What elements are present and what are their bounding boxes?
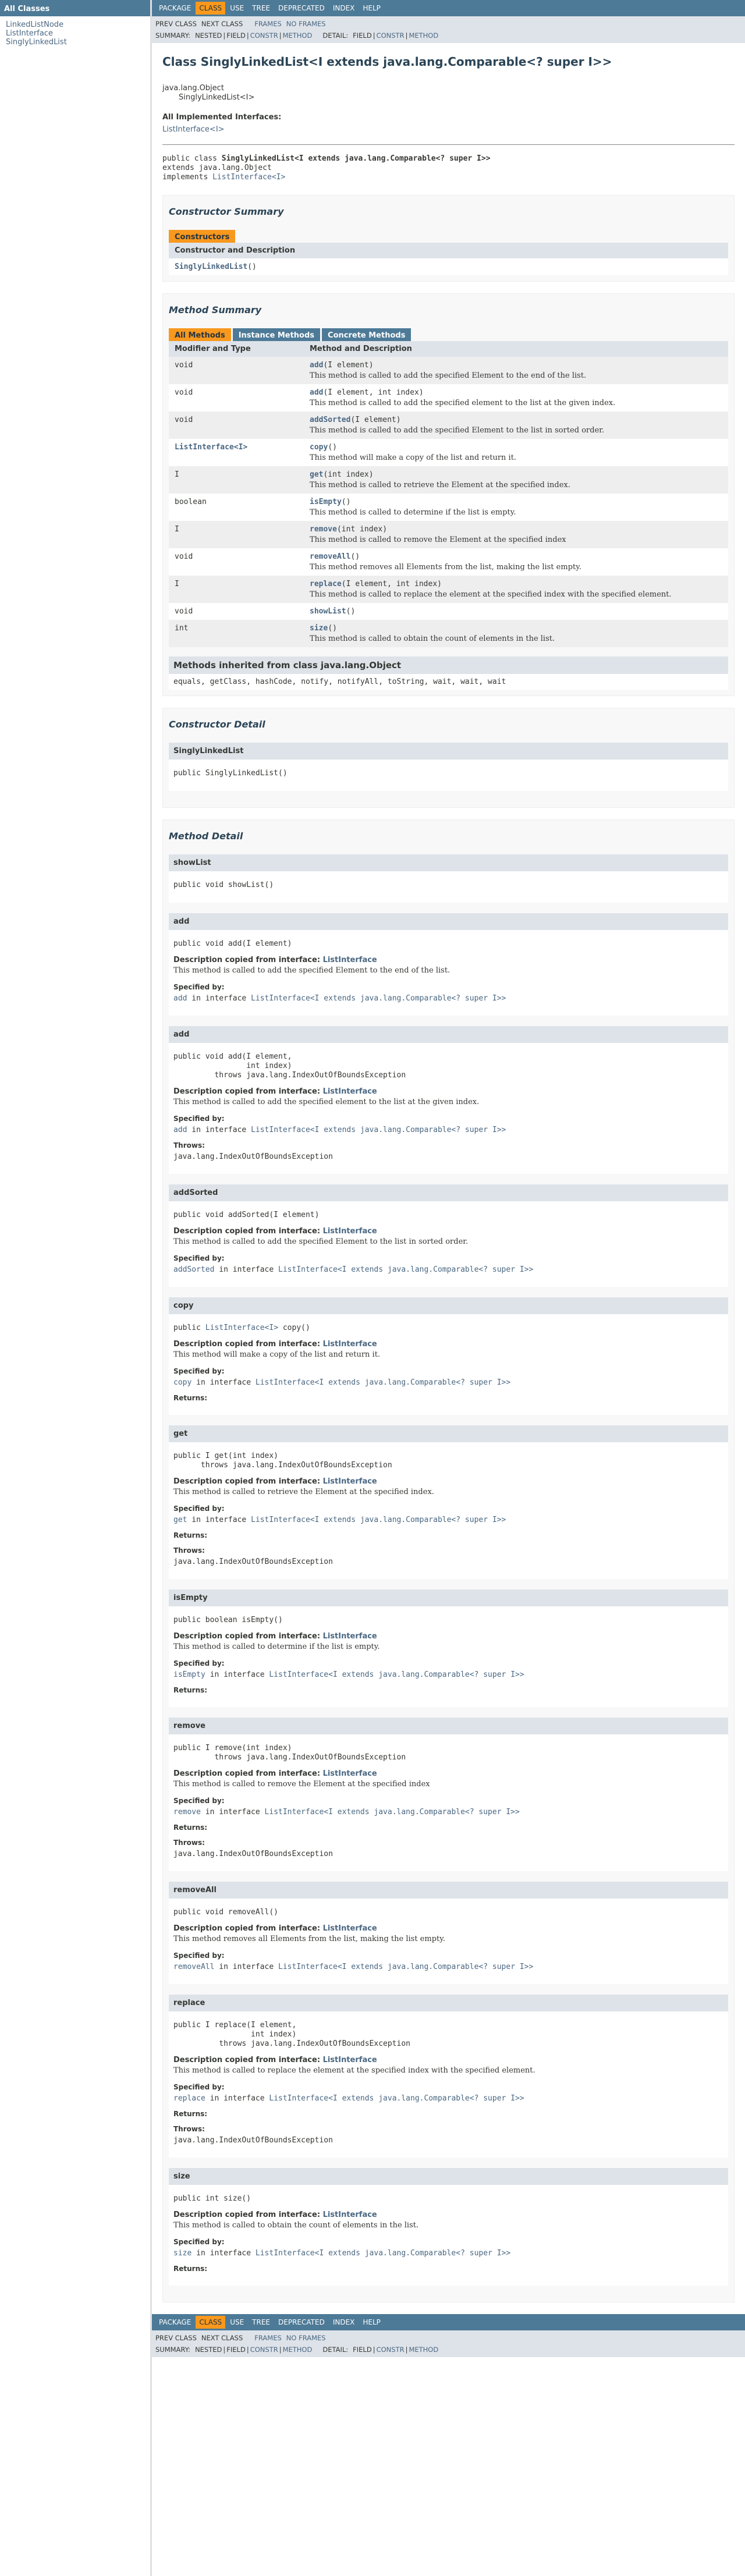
specified-by-label: Specified by: [173, 1367, 225, 1375]
method-name: showList [169, 854, 728, 871]
in-interface: in interface [187, 1126, 251, 1134]
sep: | [405, 31, 408, 40]
copied-note [173, 1477, 723, 1486]
interface-link[interactable]: ListInterface [322, 2210, 377, 2219]
specified-interface-link[interactable]: ListInterface<I extends java.lang.Comparable<? super I>> [269, 1670, 524, 1679]
sep: | [223, 31, 226, 40]
table-row [169, 411, 728, 439]
table-row [169, 620, 728, 647]
page-title: Class SinglyLinkedList<I extends java.lang.Comparable<? super I>> [162, 55, 612, 69]
constructor-name: SinglyLinkedList [169, 743, 728, 760]
method-description: This method is called to add the specified element to the list at the given index. [310, 399, 616, 407]
throws-value: java.lang.IndexOutOfBoundsException [173, 2136, 333, 2145]
in-interface: in interface [214, 1265, 279, 1274]
specified-method-link[interactable]: add [173, 994, 187, 1003]
specified-interface-link[interactable]: ListInterface<I extends java.lang.Comparable<? super I>> [251, 1516, 506, 1524]
next-class: NEXT CLASS [201, 2334, 243, 2342]
constructor-summary [162, 195, 735, 282]
col-modifier: Modifier and Type [169, 341, 304, 357]
return-type-link[interactable]: ListInterface<I> [205, 1324, 279, 1332]
sep: | [405, 2346, 408, 2354]
method-signature: public void removeAll() [173, 1908, 279, 1917]
nav-deprecated[interactable]: DEPRECATED [278, 4, 325, 12]
interface-link[interactable]: ListInterface [322, 1227, 377, 1236]
specified-by-label: Specified by: [173, 1254, 225, 1262]
method-description: This method is called to add the specified Element to the list in sorted order. [173, 1237, 469, 1246]
copied-note [173, 1924, 723, 1933]
throws-value: java.lang.IndexOutOfBoundsException [173, 1850, 333, 1858]
interface-link[interactable]: ListInterface [322, 1769, 377, 1778]
method-name: replace [169, 1995, 728, 2011]
method-member [169, 2168, 728, 2286]
nav-package[interactable]: PACKAGE [159, 2318, 191, 2326]
method-description: This method is called to obtain the count of elements in the list. [173, 2221, 419, 2230]
sep: | [372, 2346, 375, 2354]
method-link[interactable]: showList [310, 607, 346, 616]
method-name: addSorted [169, 1184, 728, 1201]
nav-package[interactable]: PACKAGE [159, 4, 191, 12]
copied-label: Description copied from interface: [173, 1632, 321, 1641]
method-member [169, 1184, 728, 1287]
return-type: I [175, 470, 179, 479]
method-tags [173, 983, 723, 1003]
table-row [169, 521, 728, 548]
specified-by-label: Specified by: [173, 1505, 225, 1513]
in-interface: in interface [187, 994, 251, 1003]
no-frames-link[interactable]: NO FRAMES [286, 20, 326, 28]
inherited-list: equals, getClass, hashCode, notify, notifyAll, toString, wait, wait, wait [169, 674, 728, 690]
next-class: NEXT CLASS [201, 20, 243, 28]
copied-label: Description copied from interface: [173, 1769, 321, 1778]
method-summary [162, 293, 735, 696]
copied-label: Description copied from interface: [173, 956, 321, 964]
interface-link[interactable]: ListInterface [322, 1924, 377, 1933]
inheritance-root: java.lang.Object [162, 84, 224, 93]
specified-interface-link[interactable]: ListInterface<I extends java.lang.Comparable<? super I>> [278, 1265, 534, 1274]
all-classes-frame [0, 0, 150, 2576]
table-row [169, 603, 728, 620]
method-link[interactable]: isEmpty [310, 498, 342, 506]
method-signature: public boolean isEmpty() [173, 1616, 283, 1624]
top-navbar [152, 0, 745, 16]
return-type: I [175, 525, 179, 534]
return-type: void [175, 416, 193, 424]
nav-help[interactable]: HELP [363, 4, 381, 12]
implemented-interfaces [162, 113, 735, 134]
method-member [169, 1297, 728, 1415]
method-description: This method is called to determine if the list is empty. [173, 1642, 380, 1651]
sig-name: SinglyLinkedList<I extends java.lang.Comparable<? super I>> [221, 154, 491, 163]
table-row [169, 576, 728, 603]
sig-extends: extends java.lang.Object [162, 164, 272, 172]
interface-link[interactable]: ListInterface [322, 1340, 377, 1349]
method-args: () [346, 607, 356, 616]
copied-note [173, 956, 723, 964]
table-row [169, 466, 728, 494]
specified-method-link[interactable]: get [173, 1516, 187, 1524]
throws-label: Throws: [173, 1839, 205, 1847]
detail-field: FIELD [353, 31, 372, 40]
return-type: boolean [175, 498, 207, 506]
method-detail-heading: Method Detail [169, 831, 243, 842]
summary-nested: NESTED [195, 31, 222, 40]
constructor-member [169, 743, 728, 791]
returns-label: Returns: [173, 1394, 208, 1402]
method-link[interactable]: removeAll [310, 552, 351, 561]
copied-note [173, 1769, 723, 1778]
nav-deprecated[interactable]: DEPRECATED [278, 2318, 325, 2326]
detail-constr-link[interactable]: CONSTR [376, 2346, 405, 2354]
copied-note [173, 1632, 723, 1641]
method-description: This method will make a copy of the list and return it. [173, 1350, 381, 1359]
sig-part: copy() [278, 1324, 310, 1332]
method-args: (I element, int index) [323, 388, 424, 397]
specified-interface-link[interactable]: ListInterface<I extends java.lang.Comparable<? super I>> [255, 1378, 511, 1387]
in-interface: in interface [205, 2094, 269, 2103]
class-list [0, 16, 150, 51]
copied-label: Description copied from interface: [173, 1924, 321, 1933]
nav-tree[interactable]: TREE [252, 2318, 271, 2326]
prev-class: PREV CLASS [155, 2334, 197, 2342]
sep: | [246, 31, 249, 40]
constructor-table [169, 243, 728, 275]
method-name: add [169, 1026, 728, 1043]
summary-field: FIELD [226, 2346, 246, 2354]
method-signature: public int size() [173, 2194, 251, 2203]
method-tags [173, 1951, 723, 1971]
interface-link[interactable]: ListInterface [322, 956, 377, 964]
specified-interface-link[interactable]: ListInterface<I extends java.lang.Comparable<? super I>> [255, 2249, 511, 2258]
inheritance-tree [162, 84, 735, 102]
interface-link[interactable]: ListInterface [322, 1632, 377, 1641]
method-link[interactable]: addSorted [310, 416, 351, 424]
return-type: void [175, 607, 193, 616]
nav-class: CLASS [196, 2316, 225, 2329]
in-interface: in interface [205, 1670, 269, 1679]
return-type: void [175, 552, 193, 561]
method-description: This method removes all Elements from the list, making the list empty. [310, 563, 581, 572]
method-args: () [341, 498, 351, 506]
method-detail [162, 819, 735, 2302]
method-description: This method removes all Elements from the list, making the list empty. [173, 1935, 445, 1943]
summary-method-link[interactable]: METHOD [282, 31, 313, 40]
method-args: () [350, 552, 360, 561]
method-link[interactable]: get [310, 470, 324, 479]
sep: | [372, 31, 375, 40]
nav-tree[interactable]: TREE [252, 4, 271, 12]
method-description: This method is called to obtain the count of elements in the list. [310, 634, 555, 643]
method-signature: public void addSorted(I element) [173, 1211, 320, 1219]
in-interface: in interface [214, 1963, 279, 1971]
summary-label: SUMMARY: [155, 31, 191, 40]
copied-label: Description copied from interface: [173, 2210, 321, 2219]
specified-method-link[interactable]: add [173, 1126, 187, 1134]
method-args: (int index) [336, 525, 388, 534]
no-frames-link[interactable]: NO FRAMES [286, 2334, 326, 2342]
specified-method-link[interactable]: addSorted [173, 1265, 215, 1274]
method-link[interactable]: size [310, 624, 328, 633]
method-member [169, 854, 728, 903]
copied-note [173, 1340, 723, 1349]
return-type: void [175, 388, 193, 397]
method-description: This method is called to remove the Element at the specified index [173, 1780, 430, 1789]
method-table [169, 341, 728, 647]
class-link-singlylinkedlist[interactable]: SinglyLinkedList [6, 38, 67, 47]
table-row [169, 357, 728, 384]
specified-interface-link[interactable]: ListInterface<I extends java.lang.Comparable<? super I>> [269, 2094, 524, 2103]
constructors-caption: Constructors [169, 230, 235, 243]
inherited-heading: Methods inherited from class java.lang.Object [169, 657, 728, 674]
method-signature: public I remove(int index) throws java.lang.IndexOutOfBoundsException [173, 1744, 406, 1762]
method-tags [173, 2083, 723, 2145]
returns-label: Returns: [173, 1686, 208, 1694]
sig-pre: public class [162, 154, 222, 163]
return-type: void [175, 361, 193, 370]
copied-label: Description copied from interface: [173, 1227, 321, 1236]
method-description: This method is called to add the specified Element to the end of the list. [310, 371, 587, 380]
nav-index[interactable]: INDEX [332, 4, 355, 12]
constructor-args: () [247, 262, 257, 271]
nav-use[interactable]: USE [230, 4, 244, 12]
interface-link[interactable]: ListInterface [322, 2056, 377, 2064]
specified-interface-link[interactable]: ListInterface<I extends java.lang.Comparable<? super I>> [251, 994, 506, 1003]
specified-interface-link[interactable]: ListInterface<I extends java.lang.Comparable<? super I>> [264, 1808, 520, 1816]
copied-note [173, 1227, 723, 1236]
constructor-detail-heading: Constructor Detail [169, 719, 265, 730]
constructor-summary-heading: Constructor Summary [169, 206, 284, 217]
throws-value: java.lang.IndexOutOfBoundsException [173, 1557, 333, 1566]
method-member [169, 1995, 728, 2158]
detail-field: FIELD [353, 2346, 372, 2354]
method-name: get [169, 1425, 728, 1442]
specified-by-label: Specified by: [173, 983, 225, 991]
tab-instance-methods[interactable]: Instance Methods [233, 328, 320, 341]
specified-by-label: Specified by: [173, 2238, 225, 2246]
constructor-detail [162, 708, 735, 808]
bottom-subnav [152, 2330, 745, 2357]
specified-by-label: Specified by: [173, 1951, 225, 1960]
method-description: This method is called to retrieve the Element at the specified index. [173, 1488, 434, 1496]
class-link-linkedlistnode[interactable]: LinkedListNode [6, 20, 64, 29]
specified-method-link[interactable]: isEmpty [173, 1670, 205, 1679]
returns-label: Returns: [173, 1823, 208, 1832]
prev-class: PREV CLASS [155, 20, 197, 28]
nav-index[interactable]: INDEX [332, 2318, 355, 2326]
method-description: This method is called to remove the Element at the specified index [310, 535, 566, 544]
nav-use[interactable]: USE [230, 2318, 244, 2326]
in-interface: in interface [191, 1378, 256, 1387]
method-name: remove [169, 1718, 728, 1734]
copied-label: Description copied from interface: [173, 1087, 321, 1096]
table-row [169, 494, 728, 521]
specified-method-link[interactable]: remove [173, 1808, 201, 1816]
method-detail-list [169, 854, 728, 2286]
impl-link[interactable]: ListInterface<I> [162, 125, 225, 134]
method-signature: public I replace(I element, int index) throws java.lang.IndexOutOfBoundsException [173, 2021, 410, 2048]
detail-method-link[interactable]: METHOD [409, 2346, 439, 2354]
method-description: This method is called to replace the element at the specified index with the specified element. [173, 2066, 535, 2075]
specified-interface-link[interactable]: ListInterface<I extends java.lang.Comparable<? super I>> [278, 1963, 534, 1971]
method-tags [173, 1505, 723, 1566]
summary-constr-link[interactable]: CONSTR [250, 31, 278, 40]
sep: | [279, 2346, 282, 2354]
summary-method-link[interactable]: METHOD [282, 2346, 313, 2354]
method-args: () [328, 624, 337, 633]
type-link[interactable]: ListInterface<I> [175, 443, 248, 452]
tab-all-methods[interactable]: All Methods [169, 328, 231, 341]
nav-class: CLASS [196, 2, 225, 15]
in-interface: in interface [187, 1516, 251, 1524]
detail-label: DETAIL: [322, 2346, 349, 2354]
method-args: () [328, 443, 337, 452]
method-args: (I element) [323, 361, 374, 370]
sig-iface-link[interactable]: ListInterface<I> [212, 173, 286, 182]
method-summary-heading: Method Summary [169, 304, 262, 315]
summary-label: SUMMARY: [155, 2346, 191, 2354]
copied-note [173, 2210, 723, 2219]
method-signature: public void add(I element) [173, 939, 292, 948]
table-row [169, 384, 728, 411]
method-name: add [169, 913, 728, 930]
method-name: removeAll [169, 1882, 728, 1899]
method-member [169, 1589, 728, 1707]
specified-interface-link[interactable]: ListInterface<I extends java.lang.Comparable<? super I>> [251, 1126, 506, 1134]
sig-implements: implements [162, 173, 213, 182]
top-subnav [152, 16, 745, 43]
specified-by-label: Specified by: [173, 1115, 225, 1123]
method-tags [173, 2238, 723, 2273]
method-description: This method is called to add the specified Element to the end of the list. [173, 966, 450, 975]
throws-value: java.lang.IndexOutOfBoundsException [173, 1152, 333, 1161]
method-link[interactable]: copy [310, 443, 328, 452]
in-interface: in interface [200, 1808, 265, 1816]
method-link[interactable]: remove [310, 525, 337, 534]
method-tags [173, 1659, 723, 1694]
method-tabs [169, 328, 728, 341]
copied-label: Description copied from interface: [173, 2056, 321, 2064]
method-description: This method is called to add the specified element to the list at the given index. [173, 1098, 480, 1106]
class-signature [162, 154, 735, 182]
method-tags [173, 1115, 723, 1161]
method-name: size [169, 2168, 728, 2185]
method-args: (I element, int index) [341, 580, 442, 588]
throws-label: Throws: [173, 1141, 205, 1149]
constructor-link[interactable]: SinglyLinkedList [175, 262, 248, 271]
impl-label: All Implemented Interfaces: [162, 113, 282, 122]
method-description: This method will make a copy of the list and return it. [310, 453, 517, 462]
throws-label: Throws: [173, 1546, 205, 1555]
sig-part: public [173, 1324, 205, 1332]
table-row [169, 548, 728, 576]
class-link-listinterface[interactable]: ListInterface [6, 29, 53, 38]
detail-label: DETAIL: [322, 31, 349, 40]
specified-by-label: Specified by: [173, 1659, 225, 1667]
method-member [169, 1425, 728, 1579]
interface-link[interactable]: ListInterface [322, 1087, 377, 1096]
return-type: int [175, 624, 189, 633]
sep: | [223, 2346, 226, 2354]
table-row [169, 439, 728, 466]
bottom-navbar [152, 2314, 745, 2330]
detail-method-link[interactable]: METHOD [409, 31, 439, 40]
specified-method-link[interactable]: removeAll [173, 1963, 215, 1971]
returns-label: Returns: [173, 2110, 208, 2118]
class-frame [152, 0, 745, 2576]
method-signature: public I get(int index) throws java.lang.IndexOutOfBoundsException [173, 1452, 392, 1470]
copied-note [173, 1087, 723, 1096]
summary-nested: NESTED [195, 2346, 222, 2354]
specified-by-label: Specified by: [173, 1797, 225, 1805]
method-member [169, 1026, 728, 1174]
summary-constr-link[interactable]: CONSTR [250, 2346, 278, 2354]
frames-link[interactable]: FRAMES [254, 2334, 282, 2342]
constructor-signature: public SinglyLinkedList() [173, 769, 288, 778]
method-args: (I element) [350, 416, 401, 424]
throws-label: Throws: [173, 2125, 205, 2133]
method-description: This method is called to add the specified Element to the list in sorted order. [310, 426, 605, 435]
specified-method-link[interactable]: copy [173, 1378, 192, 1387]
summary-field: FIELD [226, 31, 246, 40]
copied-label: Description copied from interface: [173, 1477, 321, 1486]
method-link[interactable]: replace [310, 580, 342, 588]
method-description: This method is called to replace the element at the specified index with the specified element. [310, 590, 672, 599]
sep: | [279, 31, 282, 40]
method-signature: public void showList() [173, 881, 274, 889]
sep: | [246, 2346, 249, 2354]
method-tags [173, 1797, 723, 1858]
copied-label: Description copied from interface: [173, 1340, 321, 1349]
frames-link[interactable]: FRAMES [254, 20, 282, 28]
method-link[interactable]: add [310, 388, 324, 397]
method-args: (int index) [323, 470, 374, 479]
all-classes-header: All Classes [0, 0, 150, 16]
nav-help[interactable]: HELP [363, 2318, 381, 2326]
tab-concrete-methods[interactable]: Concrete Methods [322, 328, 411, 341]
method-name: copy [169, 1297, 728, 1314]
specified-method-link[interactable]: size [173, 2249, 192, 2258]
in-interface: in interface [191, 2249, 256, 2258]
method-member [169, 1882, 728, 1984]
returns-label: Returns: [173, 2265, 208, 2273]
returns-label: Returns: [173, 1531, 208, 1539]
method-name: isEmpty [169, 1589, 728, 1606]
detail-constr-link[interactable]: CONSTR [376, 31, 405, 40]
method-tags [173, 1367, 723, 1402]
method-signature: public void add(I element, int index) throws java.lang.IndexOutOfBoundsException [173, 1052, 406, 1080]
col-method: Method and Description [304, 341, 728, 357]
return-type: I [175, 580, 179, 588]
method-member [169, 1718, 728, 1871]
method-signature [173, 1324, 723, 1333]
inheritance-class: SinglyLinkedList<I> [179, 93, 255, 102]
method-description: This method is called to retrieve the Element at the specified index. [310, 481, 570, 489]
method-member [169, 913, 728, 1016]
method-description: This method is called to determine if the list is empty. [310, 508, 516, 517]
specified-method-link[interactable]: replace [173, 2094, 205, 2103]
method-link[interactable]: add [310, 361, 324, 370]
method-tags [173, 1254, 723, 1274]
interface-link[interactable]: ListInterface [322, 1477, 377, 1486]
specified-by-label: Specified by: [173, 2083, 225, 2091]
copied-note [173, 2056, 723, 2064]
constructor-col-header: Constructor and Description [169, 243, 728, 258]
